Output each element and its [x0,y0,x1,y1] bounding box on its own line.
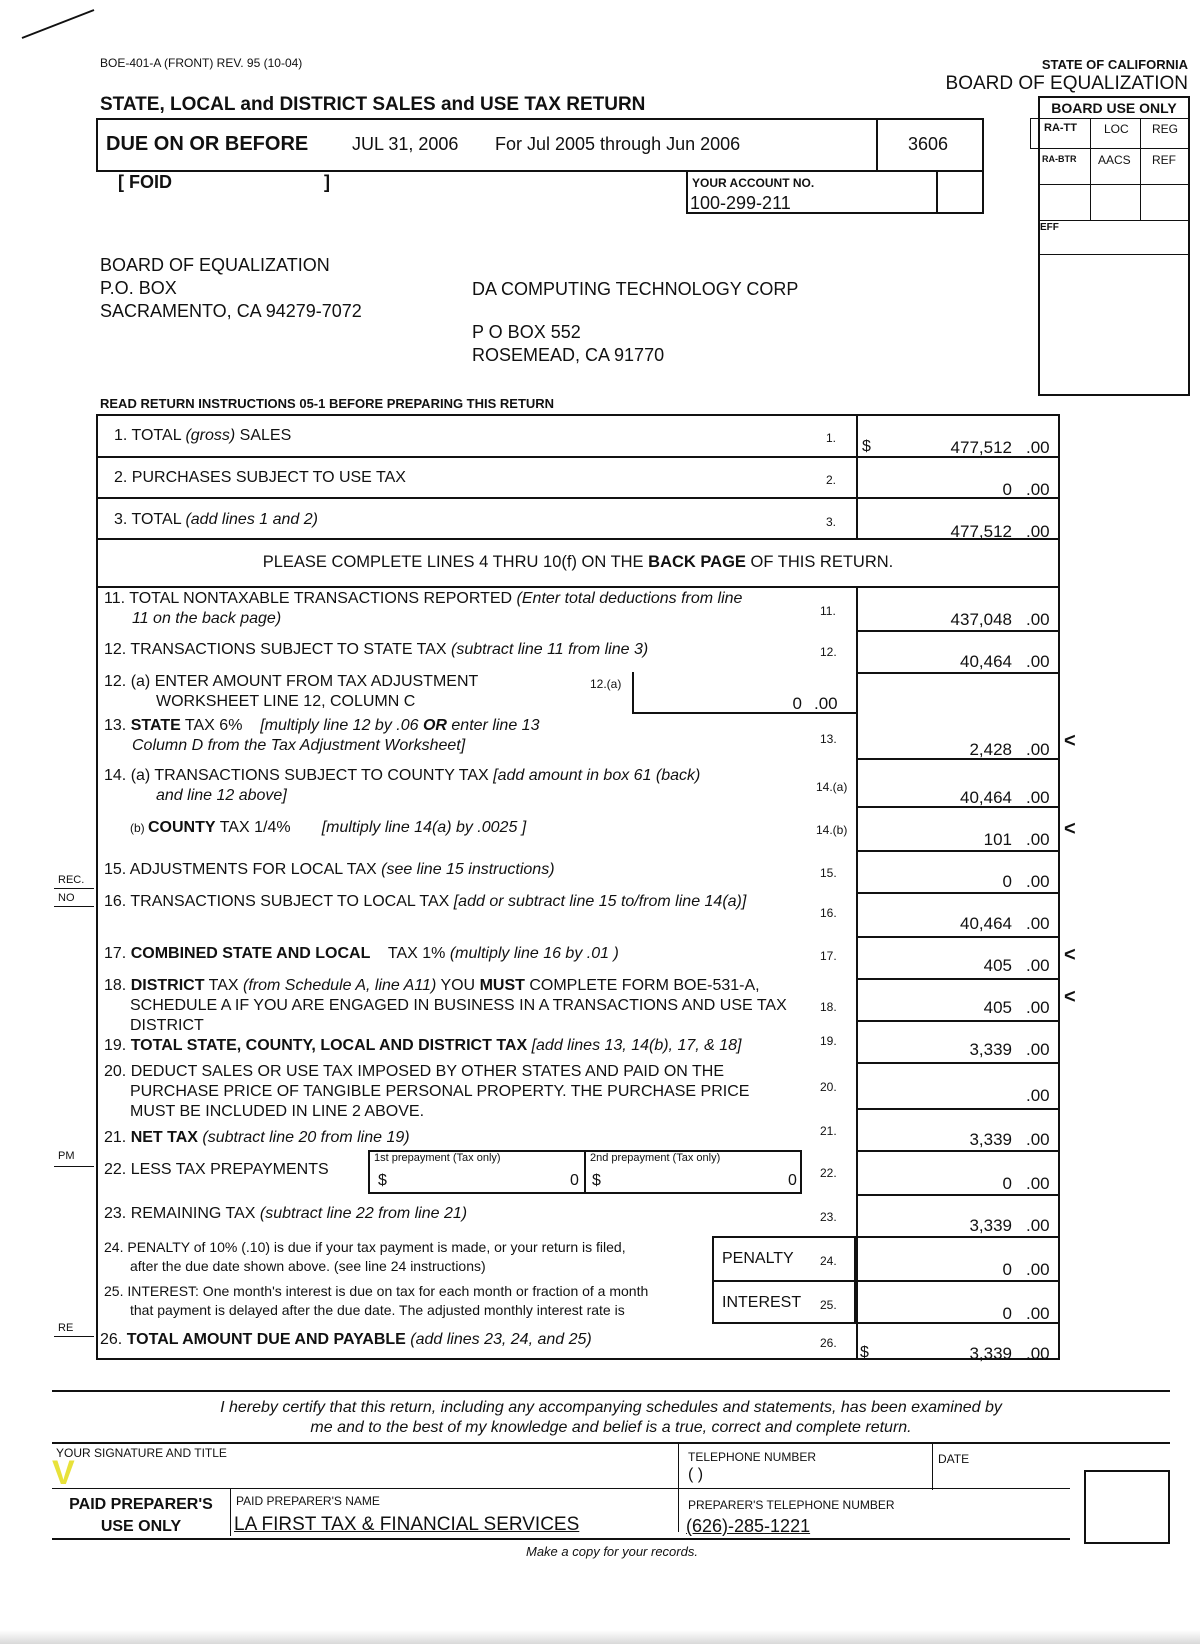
line-14b-italic: [multiply line 14(a) by .0025 ] [321,819,527,836]
line-16-number: 16. [820,906,837,920]
line-1-cents: .00 [1026,438,1050,457]
line-13-number: 13. [820,732,837,746]
line-24-text: 24. PENALTY of 10% (.10) is due if your tax payment is made, or your return is filed, [104,1239,626,1255]
line-11-label [104,589,742,629]
line-18-must: MUST [479,977,525,994]
line-11-italic: (Enter total deductions from line [516,590,743,607]
line-11-amount[interactable]: 437,048 [950,610,1012,629]
telephone-field[interactable]: ( ) [688,1466,704,1483]
line-13-amount[interactable]: 2,428 [969,740,1012,759]
ref-label: REF [1152,153,1176,167]
certification-text [52,1398,1170,1438]
line-18-tax: TAX [204,977,243,994]
re-mark: RE [58,1322,74,1334]
line-13-italic-2: enter line 13 [446,717,540,734]
line-13-cents: .00 [1026,740,1050,759]
line-23-italic: (subtract line 22 from line 21) [259,1205,468,1222]
line-19-cents: .00 [1026,1040,1050,1059]
line-25-number: 25. [820,1298,837,1312]
line-20-label [104,1062,749,1122]
line-1-text: 1. TOTAL [114,427,186,444]
paid-preparer-use-line-1: PAID PREPARER'S [69,1496,213,1513]
rec-mark: REC. [58,874,85,886]
certification-line-2: me and to the best of my knowledge and belief is a true, correct and complete return. [310,1419,912,1436]
line-20-text: 20. DEDUCT SALES OR USE TAX IMPOSED BY OTHER STATES AND PAID ON THE [104,1063,724,1080]
line-21-italic: (subtract line 20 from line 19) [197,1129,410,1146]
line-14b-amount[interactable]: 101 [983,830,1012,849]
line-1-dollar: $ [862,438,871,455]
taxpayer-name: DA COMPUTING TECHNOLOGY CORP [472,279,799,299]
ra-btr-label: RA-BTR [1042,154,1077,164]
line-12a-amount[interactable]: 0 [792,694,802,713]
line-19-bold: TOTAL STATE, COUNTY, LOCAL AND DISTRICT TAX [130,1037,528,1054]
telephone-label: TELEPHONE NUMBER [688,1450,817,1464]
line-15-label [104,860,555,880]
banner-text-c: OF THIS RETURN. [745,553,894,571]
line-12-label [104,640,648,660]
pen-mark [18,6,98,42]
line-18-italic: (from Schedule A, line A11) [243,977,437,994]
line-14a-number: 14.(a) [816,780,848,794]
line-23-cents: .00 [1026,1216,1050,1235]
board-use-box [1038,96,1190,396]
line-18-bold: DISTRICT [130,977,205,994]
line-3-number: 3. [826,515,837,529]
line-25-label [104,1282,648,1320]
line-1-amount[interactable]: 477,512 [950,438,1012,457]
line-1-label [114,426,291,446]
preparer-name-label: PAID PREPARER'S NAME [236,1494,380,1508]
line-18-amount[interactable]: 405 [983,998,1012,1017]
line-12a-text: 12. (a) ENTER AMOUNT FROM TAX ADJUSTMENT [104,673,479,690]
line-14b-text: (b) [130,821,148,835]
line-22-label: 22. LESS TAX PREPAYMENTS [104,1161,329,1178]
line-13-italic: [multiply line 12 by .06 [260,717,423,734]
second-prepayment-value[interactable]: 0 [788,1172,797,1189]
line-18-district: DISTRICT [130,1017,204,1034]
line-2-number: 2. [826,473,837,487]
board-label: BOARD OF EQUALIZATION [945,73,1188,94]
line-24-cents: .00 [1026,1260,1050,1279]
line-11-text: 11. TOTAL NONTAXABLE TRANSACTIONS REPORTED [104,590,517,607]
line-23-number: 23. [820,1210,837,1224]
line-21-label [104,1128,410,1148]
line-22-cents: .00 [1026,1174,1050,1193]
line-14b-rate: TAX 1/4% [215,819,291,836]
boe-address-line-3: SACRAMENTO, CA 94279-7072 [100,301,362,321]
line-14b-bold: COUNTY [148,819,216,836]
line-1-italic: (gross) [185,427,236,444]
line-21-amount[interactable]: 3,339 [969,1130,1012,1149]
back-page-banner [96,552,1060,572]
line-21-text: 21. [104,1129,131,1146]
line-21-bold: NET TAX [130,1129,198,1146]
line-12a-label [104,672,478,712]
first-prepayment-label: 1st prepayment (Tax only) [374,1152,501,1164]
line-2-cents: .00 [1026,480,1050,499]
line-18-you: YOU [436,977,480,994]
banner-text-b: BACK PAGE [648,553,746,571]
line-3-cents: .00 [1026,522,1050,541]
line-14a-italic-2: and line 12 above] [156,787,287,804]
line-23-amount[interactable]: 3,339 [969,1216,1012,1235]
due-date: JUL 31, 2006 [352,134,459,154]
line-16-text: 16. TRANSACTIONS SUBJECT TO LOCAL TAX [104,893,454,910]
line-26-cents: .00 [1026,1344,1050,1363]
line-1-number: 1. [826,431,837,445]
line-13-label [104,716,539,756]
boe-address-line-1: BOARD OF EQUALIZATION [100,255,330,275]
sign-here-mark: V [52,1454,75,1492]
line-16-amount[interactable]: 40,464 [960,914,1012,933]
line-24-amount[interactable]: 0 [1002,1260,1012,1279]
board-use-title: BOARD USE ONLY [1051,100,1177,116]
line-25-amount[interactable]: 0 [1002,1304,1012,1323]
line-2-amount[interactable]: 0 [1002,480,1012,499]
line-20-text-2: PURCHASE PRICE OF TANGIBLE PERSONAL PROPERTY. THE PURCHASE PRICE [130,1083,750,1100]
line-16-italic: [add or subtract line 15 to/from line 14(a)] [453,893,747,910]
line-14b-number: 14.(b) [816,823,848,837]
line-2-label: 2. PURCHASES SUBJECT TO USE TAX [114,469,406,486]
line-18-schedule: SCHEDULE A IF YOU ARE ENGAGED IN BUSINESS IN A TRANSACTIONS AND USE TAX [130,997,787,1014]
line-21-number: 21. [820,1124,837,1138]
line-18-form: COMPLETE FORM BOE-531-A, [524,977,760,994]
line-3-italic: (add lines 1 and 2) [185,511,318,528]
preparer-name[interactable]: LA FIRST TAX & FINANCIAL SERVICES [234,1514,580,1535]
line-17-caret: < [1064,944,1076,966]
line-11-number: 11. [820,604,836,618]
line-14a-text: 14. (a) TRANSACTIONS SUBJECT TO COUNTY TAX [104,767,494,784]
scan-edge [0,1630,1200,1644]
penalty-box-label: PENALTY [722,1250,794,1267]
line-3-label [114,510,318,530]
line-20-text-3: MUST BE INCLUDED IN LINE 2 ABOVE. [130,1103,425,1120]
line-16-cents: .00 [1026,914,1050,933]
line-11-cents: .00 [1026,610,1050,629]
line-25-text-2: that payment is delayed after the due date. The adjusted monthly interest rate is [130,1302,625,1318]
line-24-label [104,1238,626,1276]
line-12-italic: (subtract line 11 from line 3) [451,641,649,658]
line-14a-cents: .00 [1026,788,1050,807]
line-14b-caret: < [1064,818,1076,840]
line-19-italic: [add lines 13, 14(b), 17, & 18] [527,1037,742,1054]
line-15-text: 15. ADJUSTMENTS FOR LOCAL TAX [104,861,382,878]
certification-line-1: I hereby certify that this return, including any accompanying schedules and statements, has been examined by [220,1399,1002,1416]
instructions-note: READ RETURN INSTRUCTIONS 05-1 BEFORE PREPARING THIS RETURN [100,396,555,411]
signature-field[interactable] [252,1446,674,1486]
taxpayer-address-line-1: P O BOX 552 [472,322,581,342]
first-prepayment-value[interactable]: 0 [570,1172,579,1189]
paid-preparer-use-line-2: USE ONLY [100,1518,182,1535]
no-mark: NO [58,892,75,904]
line-18-label [104,976,787,1036]
line-15-italic: (see line 15 instructions) [381,861,555,878]
line-12-amount[interactable]: 40,464 [960,652,1012,671]
code: 3606 [908,134,949,154]
line-26-bold: TOTAL AMOUNT DUE AND PAYABLE [126,1331,406,1348]
line-17-rate: TAX 1% [383,945,450,962]
line-26-italic: (add lines 23, 24, and 25) [405,1331,592,1348]
line-14a-label [104,766,700,806]
first-prepayment-dollar: $ [378,1172,387,1189]
line-17-text: 17. [104,945,131,962]
line-11-italic-2: 11 on the back page) [132,610,282,627]
line-14b-label [130,818,526,838]
signature-label: YOUR SIGNATURE AND TITLE [56,1446,227,1460]
line-14a-amount[interactable]: 40,464 [960,788,1012,807]
period: For Jul 2005 through Jun 2006 [495,134,741,154]
line-12a-cents: .00 [814,694,838,713]
line-19-text: 19. [104,1037,131,1054]
form-id: BOE-401-A (FRONT) REV. 95 (10-04) [100,56,303,70]
line-26-label [100,1330,592,1350]
reg-label: REG [1152,122,1179,136]
foid-close: ] [324,172,330,192]
line-21-cents: .00 [1026,1130,1050,1149]
account-number[interactable]: 100-299-211 [690,193,791,213]
line-12-number: 12. [820,645,837,659]
line-23-text: 23. REMAINING TAX [104,1205,260,1222]
line-12a-number: 12.(a) [590,677,622,691]
aacs-label: AACS [1098,153,1131,167]
line-26-number: 26. [820,1336,837,1350]
line-3-amount[interactable]: 477,512 [950,522,1012,541]
line-26-amount[interactable]: 3,339 [969,1344,1012,1363]
line-19-amount[interactable]: 3,339 [969,1040,1012,1059]
line-15-number: 15. [820,866,837,880]
line-17-italic: (multiply line 16 by .01 ) [449,945,619,962]
date-label: DATE [938,1452,970,1466]
line-1-text-end: SALES [235,427,292,444]
line-26-text: 26. [100,1331,127,1348]
foid-open: [ FOID [118,172,172,192]
line-14a-italic: [add amount in box 61 (back) [493,767,701,784]
paid-preparer-use [56,1494,226,1538]
line-18-cents: .00 [1026,998,1050,1017]
line-20-number: 20. [820,1080,837,1094]
line-25-cents: .00 [1026,1304,1050,1323]
line-13-bold: STATE [130,717,181,734]
ra-tt-label: RA-TT [1044,122,1077,134]
second-prepayment-label: 2nd prepayment (Tax only) [590,1152,721,1164]
account-label: YOUR ACCOUNT NO. [692,176,815,190]
line-18-caret: < [1064,986,1076,1008]
line-12a-text-2: WORKSHEET LINE 12, COLUMN C [156,693,416,710]
line-15-cents: .00 [1026,872,1050,891]
line-17-bold: COMBINED STATE AND LOCAL [130,945,371,962]
boe-address-line-2: P.O. BOX [100,278,177,298]
line-3-text: 3. TOTAL [114,511,186,528]
boe-address [100,254,362,323]
line-24-number: 24. [820,1254,837,1268]
line-17-label [104,944,619,964]
stamp-box [1084,1470,1170,1544]
line-23-label [104,1204,467,1224]
line-17-amount[interactable]: 405 [983,956,1012,975]
line-13-text: 13. [104,717,131,734]
line-22-number: 22. [820,1166,837,1180]
line-14b-cents: .00 [1026,830,1050,849]
line-20-cents: .00 [1026,1086,1050,1105]
line-13-italic-3: Column D from the Tax Adjustment Worksheet] [132,737,466,754]
copy-note: Make a copy for your records. [526,1544,698,1559]
eff-label: EFF [1040,222,1059,233]
line-24-text-2: after the due date shown above. (see line 24 instructions) [130,1258,486,1274]
line-13-caret: < [1064,730,1076,752]
line-17-number: 17. [820,949,837,963]
taxpayer-address [472,278,798,367]
line-13-rate: TAX 6% [180,717,243,734]
due-label: DUE ON OR BEFORE [106,133,309,155]
preparer-phone[interactable]: (626)-285-1221 [686,1516,811,1536]
line-26-dollar: $ [860,1344,869,1361]
line-18-text: 18. [104,977,131,994]
interest-box-label: INTEREST [722,1294,802,1311]
line-18-number: 18. [820,1000,837,1014]
line-17-cents: .00 [1026,956,1050,975]
taxpayer-address-line-2: ROSEMEAD, CA 91770 [472,345,665,365]
line-12-text: 12. TRANSACTIONS SUBJECT TO STATE TAX [104,641,452,658]
loc-label: LOC [1104,122,1129,136]
second-prepayment-dollar: $ [592,1172,601,1189]
line-13-or: OR [422,717,447,734]
line-19-number: 19. [820,1034,837,1048]
line-15-amount[interactable]: 0 [1002,872,1012,891]
preparer-phone-label: PREPARER'S TELEPHONE NUMBER [688,1498,895,1512]
pm-mark: PM [58,1150,75,1162]
line-25-text: 25. INTEREST: One month's interest is due on tax for each month or fraction of a month [104,1283,649,1299]
state-label: STATE OF CALIFORNIA [1041,57,1188,72]
date-field[interactable] [934,1468,1066,1488]
line-22-amount[interactable]: 0 [1002,1174,1012,1193]
form-title: STATE, LOCAL and DISTRICT SALES and USE TAX RETURN [100,94,646,115]
line-12-cents: .00 [1026,652,1050,671]
banner-text-a: PLEASE COMPLETE LINES 4 THRU 10(f) ON THE [262,553,649,571]
line-19-label [104,1036,741,1056]
line-16-label [104,892,746,912]
